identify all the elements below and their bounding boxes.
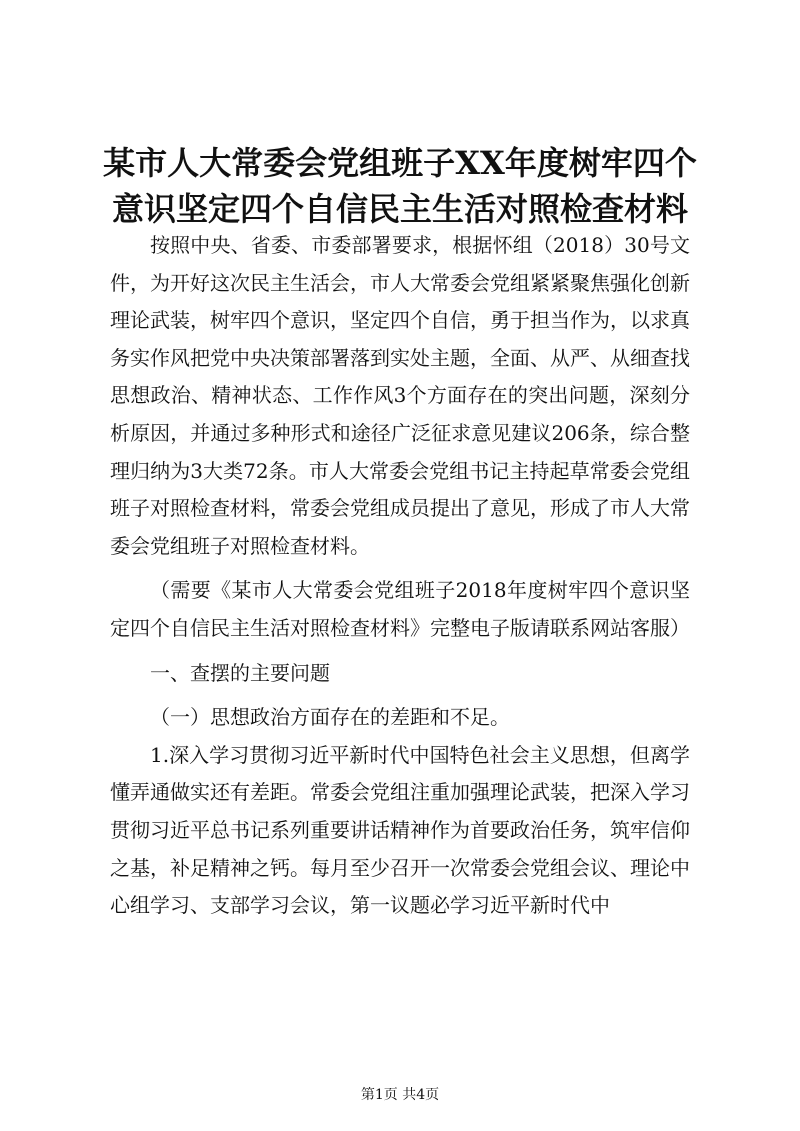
paragraph-note: （需要《某市人大常委会党组班子2018年度树牢四个意识坚定四个自信民主生活对照检查材料》完整电子版请联系网站客服） — [110, 578, 690, 640]
document-title: 某市人大常委会党组班子XX年度树牢四个意识坚定四个自信民主生活对照检查材料 — [103, 144, 697, 228]
page-footer: 第1页 共4页 — [360, 1087, 440, 1103]
document-body — [110, 227, 690, 925]
paragraph-intro: 按照中央、省委、市委部署要求，根据怀组（2018）30号文件，为开好这次民主生活会，市人大常委会党组紧紧聚焦强化创新理论武装，树牢四个意识，坚定四个自信，勇于担当作为，以求真务实作风把党中央决策部署落到实处主题，全面、从严、从细查找思想政治、精神状态、工作作风3个方面存在的突出问题，深刻分析原因，并通过多种形式和途径广泛征求意见建议206条，综合整理归纳为3大类72条。市人大常委会党组书记主持起草常委会党组班子对照检查材料，常委会党组成员提出了意见，形成了市人大常委会党组班子对照检查材料。 — [110, 233, 690, 558]
paragraph-item-1: 1.深入学习贯彻习近平新时代中国特色社会主义思想，但离学懂弄通做实还有差距。常委会党组注重加强理论武装，把深入学习贯彻习近平总书记系列重要讲话精神作为首要政治任务，筑牢信仰之基，补足精神之钙。每月至少召开一次常委会党组会议、理论中心组学习、支部学习会议，第一议题必学习近平新时代中 — [110, 742, 690, 918]
section-heading: 一、查摆的主要问题 — [150, 660, 330, 685]
subsection-heading: （一）思想政治方面存在的差距和不足。 — [150, 705, 510, 730]
